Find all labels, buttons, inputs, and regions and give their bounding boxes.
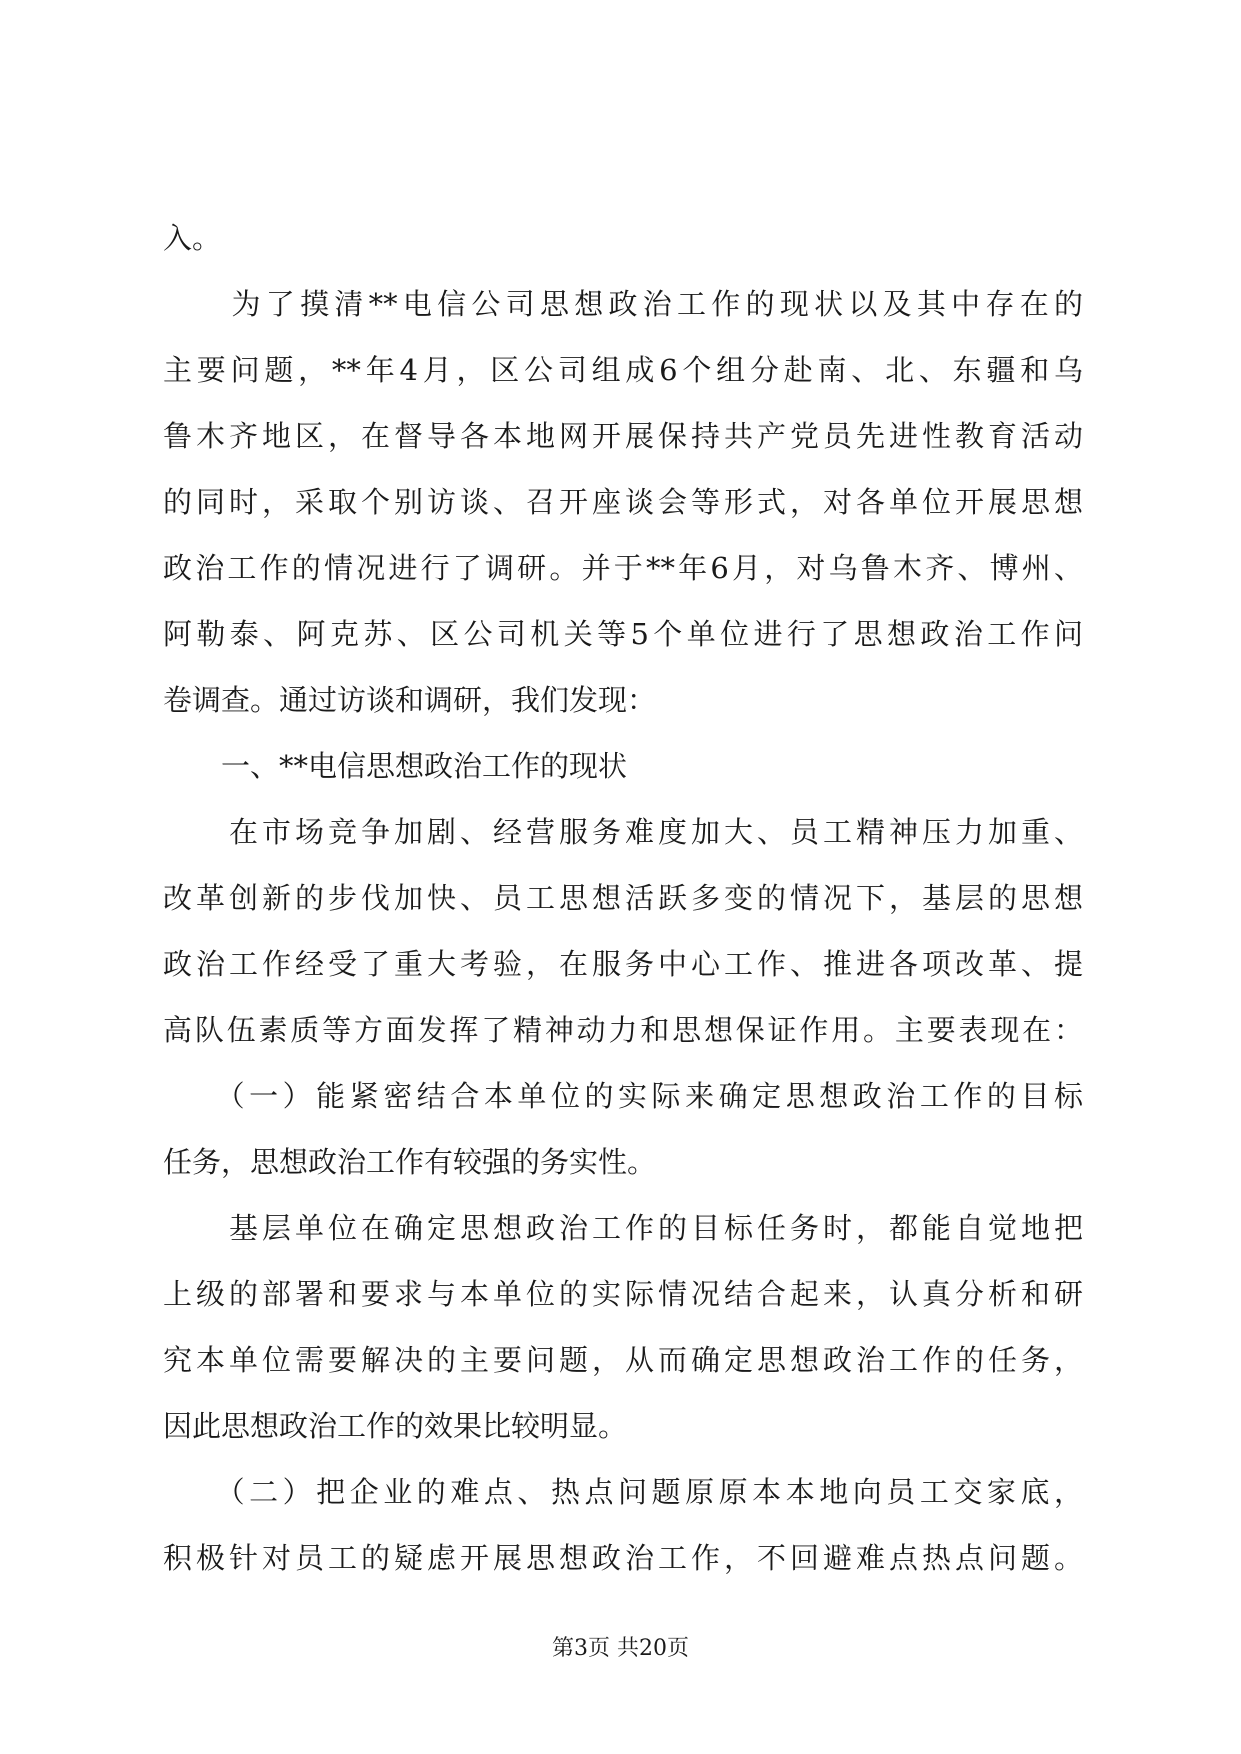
paragraph-line: 主要问题，**年4月，区公司组成6个组分赴南、北、东疆和乌 — [163, 353, 1083, 387]
paragraph-line: 政治工作经受了重大考验，在服务中心工作、推进各项改革、提 — [163, 947, 1083, 981]
subsection-heading: 任务，思想政治工作有较强的务实性。 — [163, 1145, 657, 1179]
paragraph-line: 高队伍素质等方面发挥了精神动力和思想保证作用。主要表现在： — [163, 1013, 1083, 1047]
paragraph-line: 基层单位在确定思想政治工作的目标任务时，都能自觉地把 — [163, 1211, 1083, 1245]
paragraph-line: 究本单位需要解决的主要问题，从而确定思想政治工作的任务， — [163, 1343, 1083, 1377]
paragraph-line: 阿勒泰、阿克苏、区公司机关等5个单位进行了思想政治工作问 — [163, 617, 1083, 651]
paragraph-line: 卷调查。通过访谈和调研，我们发现： — [163, 683, 657, 717]
subsection-heading: （二）把企业的难点、热点问题原原本本地向员工交家底， — [163, 1475, 1083, 1509]
paragraph-line: 为了摸清**电信公司思想政治工作的现状以及其中存在的 — [163, 287, 1083, 321]
paragraph-line: 改革创新的步伐加快、员工思想活跃多变的情况下，基层的思想 — [163, 881, 1083, 915]
paragraph-line: 鲁木齐地区，在督导各本地网开展保持共产党员先进性教育活动 — [163, 419, 1083, 453]
paragraph-line: 的同时，采取个别访谈、召开座谈会等形式，对各单位开展思想 — [163, 485, 1083, 519]
page-footer: 第3页 共20页 — [552, 1636, 689, 1661]
paragraph-line: 因此思想政治工作的效果比较明显。 — [163, 1409, 628, 1443]
paragraph-line: 在市场竞争加剧、经营服务难度加大、员工精神压力加重、 — [163, 815, 1083, 849]
subsection-heading: （一）能紧密结合本单位的实际来确定思想政治工作的目标 — [163, 1079, 1083, 1113]
subsection-heading: 积极针对员工的疑虑开展思想政治工作，不回避难点热点问题。 — [163, 1541, 1083, 1575]
section-heading: 一、**电信思想政治工作的现状 — [163, 749, 628, 783]
paragraph-line: 政治工作的情况进行了调研。并于**年6月，对乌鲁木齐、博州、 — [163, 551, 1083, 585]
paragraph-line: 入。 — [163, 221, 222, 255]
paragraph-line: 上级的部署和要求与本单位的实际情况结合起来，认真分析和研 — [163, 1277, 1083, 1311]
